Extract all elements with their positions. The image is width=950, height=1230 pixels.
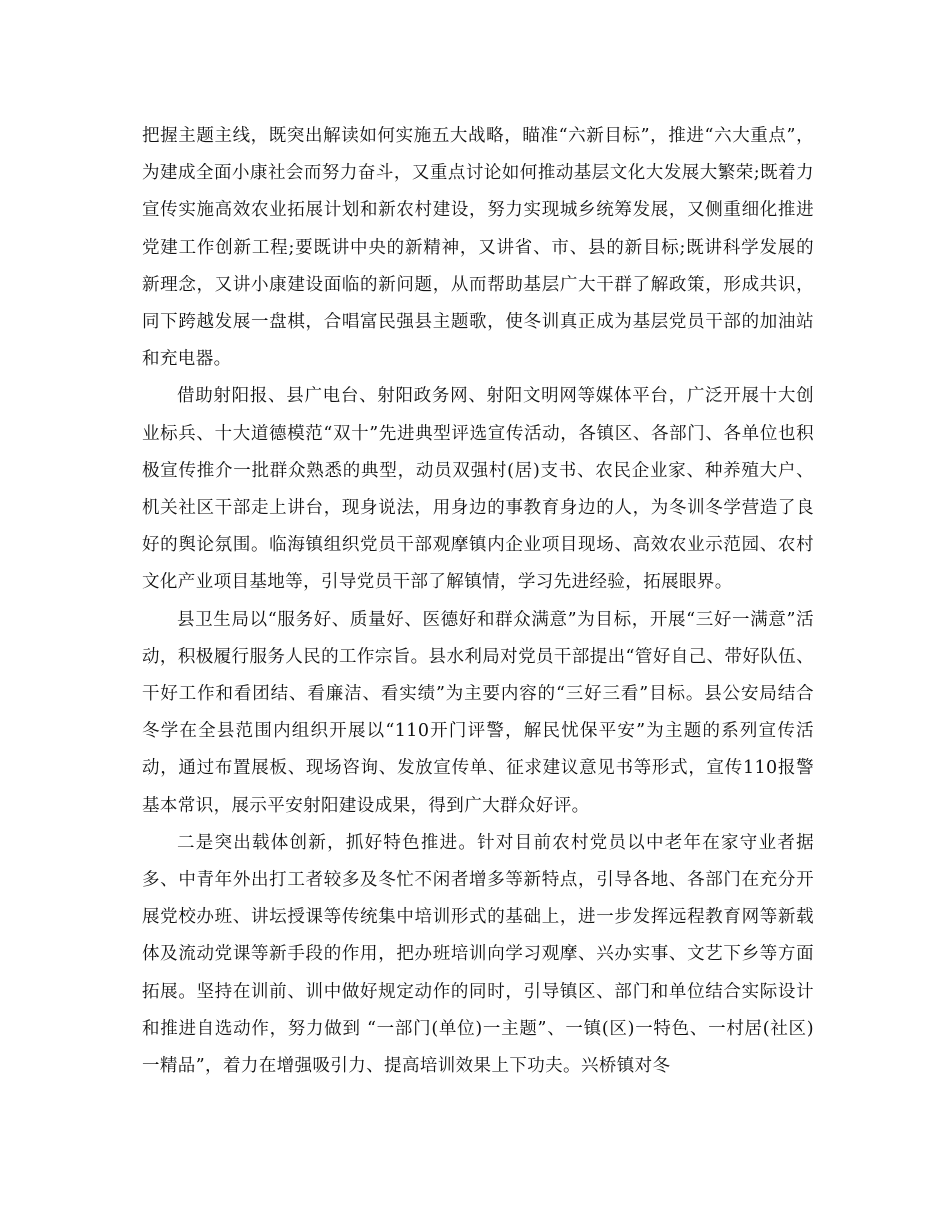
paragraph-4: 二是突出载体创新，抓好特色推进。针对目前农村党员以中老年在家守业者据多、中青年外出打工者较多及冬忙不闲者增多等新特点，引导各地、各部门在充分开展党校办班、讲坛授课等传统集中培训形式的基础上，进一步发挥远程教育网等新载体及流动党课等新手段的作用，把办班培训向学习观摩、兴办实事、文艺下乡等方面拓展。坚持在训前、训中做好规定动作的同时，引导镇区、部门和单位结合实际设计和推进自选动作，努力做到 “一部门(单位)一主题”、一镇(区)一特色、一村居(社区)一精品”，着力在增强吸引力、提高培训效果上下功夫。兴桥镇对冬 (142, 832, 814, 1077)
paragraph-2: 借助射阳报、县广电台、射阳政务网、射阳文明网等媒体平台，广泛开展十大创业标兵、十大道德模范“双十”先进典型评选宣传活动，各镇区、各部门、各单位也积极宣传推介一批群众熟悉的典型，动员双强村(居)支书、农民企业家、种养殖大户、机关社区干部走上讲台，现身说法，用身边的事教育身边的人，为冬训冬学营造了良好的舆论氛围。临海镇组织党员干部观摩镇内企业项目现场、高效农业示范园、农村文化产业项目基地等，引导党员干部了解镇情，学习先进经验，拓展眼界。 (142, 386, 814, 593)
paragraph-3: 县卫生局以“服务好、质量好、医德好和群众满意”为目标，开展“三好一满意”活动，积极履行服务人民的工作宗旨。县水利局对党员干部提出“管好自己、带好队伍、干好工作和看团结、看廉洁、看实绩”为主要内容的“三好三看”目标。县公安局结合冬学在全县范围内组织开展以“110开门评警，解民忧保平安”为主题的系列宣传活动，通过布置展板、现场咨询、发放宣传单、征求建议意见书等形式，宣传110报警基本常识，展示平安射阳建设成果，得到广大群众好评。 (142, 609, 814, 816)
paragraph-1: 把握主题主线，既突出解读如何实施五大战略，瞄准“六新目标”，推进“六大重点”，为建成全面小康社会而努力奋斗，又重点讨论如何推动基层文化大发展大繁荣;既着力宣传实施高效农业拓展计划和新农村建设，努力实现城乡统筹发展，又侧重细化推进党建工作创新工程;要既讲中央的新精神，又讲省、市、县的新目标;既讲科学发展的新理念，又讲小康建设面临的新问题，从而帮助基层广大干群了解政策，形成共识，同下跨越发展一盘棋，合唱富民强县主题歌，使冬训真正成为基层党员干部的加油站和充电器。 (142, 126, 814, 370)
document-body (142, 118, 814, 1085)
